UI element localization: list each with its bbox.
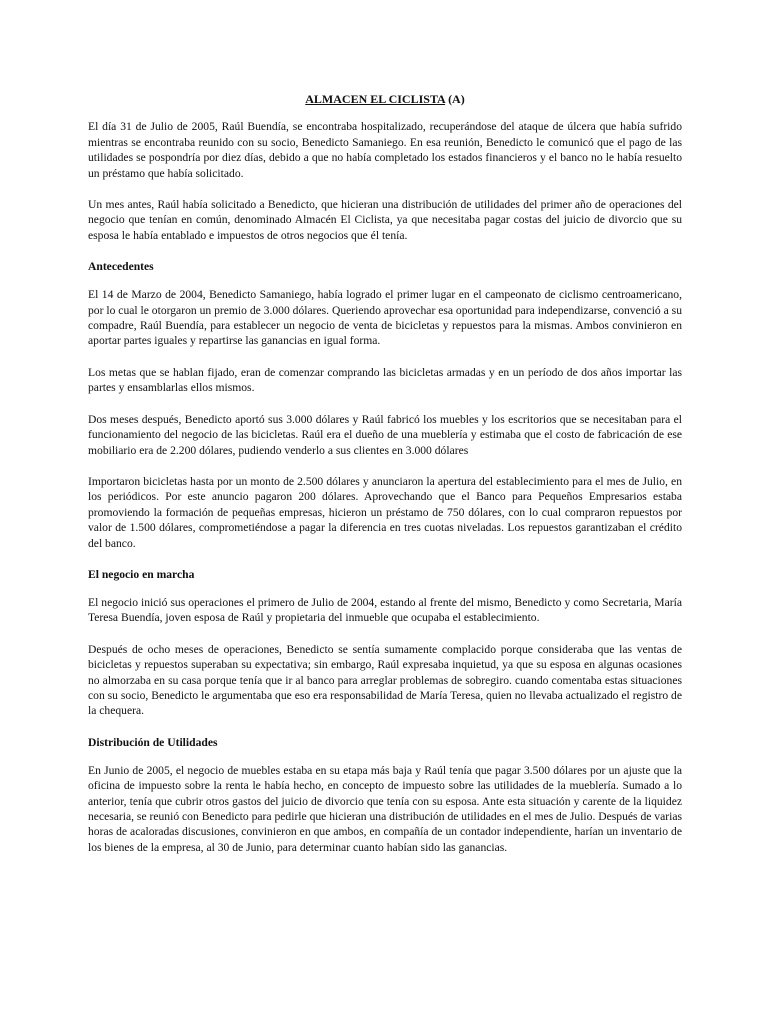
intro-paragraph-2: Un mes antes, Raúl había solicitado a Benedicto, que hicieran una distribución de utilidades del primer año de operaciones del negocio que tenían en común, denominado Almacén El Ciclista, ya que necesitaba pagar costas del juicio de divorcio que su esposa le había entablado e impuestos de otros negocios que él tenía.: [88, 198, 682, 242]
distribucion-paragraph-1: En Junio de 2005, el negocio de muebles estaba en su etapa más baja y Raúl tenía que pagar 3.500 dólares por un ajuste que la oficina de impuesto sobre la renta le había hecho, en concepto de impuesto sobre las utilidades de la mueblería. Sumado a lo anterior, tenía que cubrir otros gastos del juicio de divorcio que tenía con su esposa. Ante esta situación y carente de la liquidez necesaria, se reunió con Benedicto para pedirle que hicieran una distribución de utilidades en el mes de Julio. Después de varias horas de acaloradas discusiones, convinieron en que ambos, en compañía de un contador independiente, harían un inventario de los bienes de la empresa, al 30 de Junio, para determinar cuanto habían sido las ganancias.: [88, 763, 682, 854]
document-title-main: ALMACEN EL CICLISTA: [305, 92, 446, 106]
section-heading-negocio-en-marcha: El negocio en marcha: [88, 567, 195, 581]
document-title: [88, 92, 682, 107]
document-title-suffix: (A): [448, 92, 465, 106]
intro-paragraph-1: El día 31 de Julio de 2005, Raúl Buendía, se encontraba hospitalizado, recuperándose del ataque de úlcera que había sufrido mientras se encontraba reunido con su socio, Benedicto Samaniego. En esa reunión, Benedicto le comunicó que el pago de las utilidades se pospondría por diez días, debido a que no había completado los estados financieros y el banco no le había resuelto un préstamo que había solicitado.: [88, 120, 682, 180]
negocio-paragraph-2: Después de ocho meses de operaciones, Benedicto se sentía sumamente complacido porque consideraba que las ventas de bicicletas y repuestos superaban su expectativa; sin embargo, Raúl expresaba inquietud, ya que su esposa en algunas ocasiones no almorzaba en su casa porque tenía que ir al banco para arreglar problemas de sobregiro. cuando comentaba estas situaciones con su socio, Benedicto le argumentaba que eso era responsabilidad de María Teresa, quien no llevaba actualizado el registro de la chequera.: [88, 642, 682, 718]
section-heading-antecedentes: Antecedentes: [88, 260, 154, 274]
antecedentes-paragraph-3: Dos meses después, Benedicto aportó sus 3.000 dólares y Raúl fabricó los muebles y los escritorios que se necesitaban para el funcionamiento del negocio de las bicicletas. Raúl era el dueño de una mueblería y estimaba que el costo de fabricación de ese mobiliario era de 2.200 dólares, pudiendo venderlo a sus clientes en 3.000 dólares: [88, 412, 682, 457]
antecedentes-paragraph-1: El 14 de Marzo de 2004, Benedicto Samaniego, había logrado el primer lugar en el campeonato de ciclismo centroamericano, por lo cual le otorgaron un premio de 3.000 dólares. Queriendo aprovechar esa oportunidad para independizarse, convenció a su compadre, Raúl Buendía, para establecer un negocio de venta de bicicletas y repuestos para la mismas. Ambos convinieron en aportar partes iguales y repartirse las ganancias en igual forma.: [88, 288, 682, 348]
section-heading-distribucion: Distribución de Utilidades: [88, 735, 218, 749]
negocio-paragraph-1: El negocio inició sus operaciones el primero de Julio de 2004, estando al frente del mismo, Benedicto y como Secretaria, María Teresa Buendía, joven esposa de Raúl y propietaria del inmueble que ocupaba el establecimiento.: [88, 595, 682, 625]
document-page: [88, 92, 682, 871]
antecedentes-paragraph-2: Los metas que se hablan fijado, eran de comenzar comprando las bicicletas armadas y en un período de dos años importar las partes y ensamblarlas ellos mismos.: [88, 365, 682, 395]
antecedentes-paragraph-4: Importaron bicicletas hasta por un monto de 2.500 dólares y anunciaron la apertura del establecimiento para el mes de Julio, en los periódicos. Por este anuncio pagaron 200 dólares. Aprovechando que el Banco para Pequeños Empresarios estaba promoviendo la formación de pequeñas empresas, hicieron un préstamo de 750 dólares, con lo cual compraron repuestos por valor de 1.500 dólares, comprometiéndose a pagar la diferencia en tres cuotas niveladas. Los repuestos garantizaban el crédito del banco.: [88, 474, 682, 550]
